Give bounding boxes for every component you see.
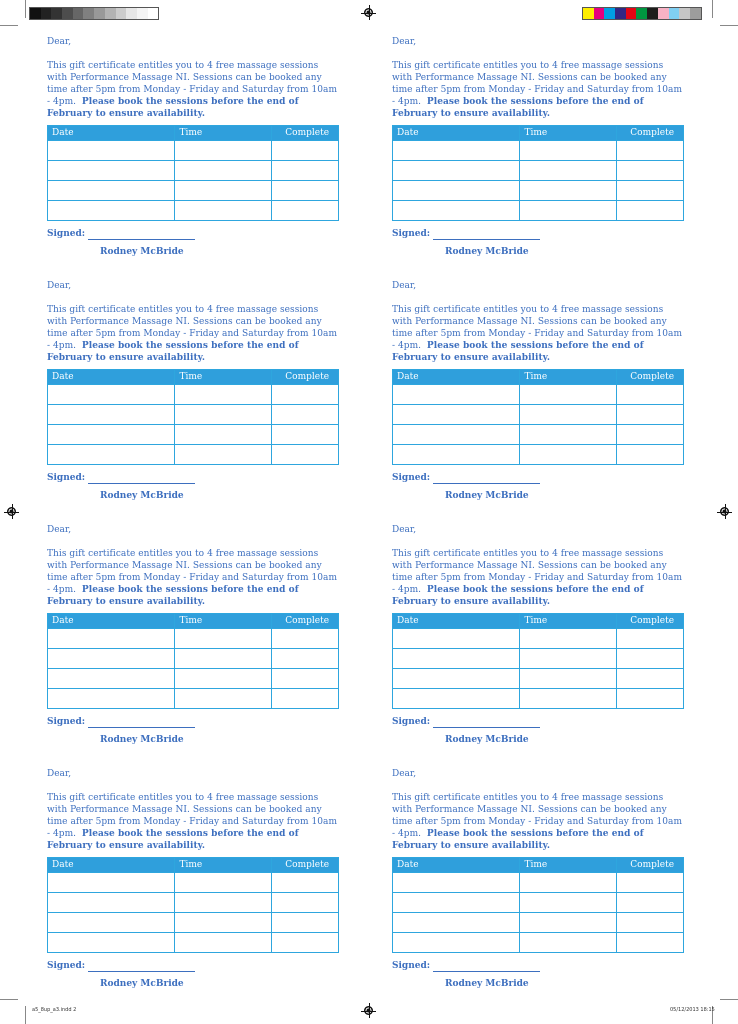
date-cell[interactable]	[48, 201, 175, 221]
table-header-row	[393, 126, 684, 141]
table-row	[48, 913, 339, 933]
complete-cell[interactable]	[272, 425, 339, 445]
column-header-date: Date	[393, 858, 520, 873]
crop-mark	[25, 0, 26, 18]
crop-mark	[712, 0, 713, 18]
gift-certificate	[47, 768, 339, 990]
date-cell[interactable]	[48, 689, 175, 709]
table-row	[48, 649, 339, 669]
signature-line	[88, 971, 195, 972]
date-cell[interactable]	[48, 161, 175, 181]
registration-mark-icon	[720, 507, 729, 516]
date-cell[interactable]	[48, 669, 175, 689]
signature-line	[88, 727, 195, 728]
color-swatch	[583, 8, 594, 19]
certificate-body	[47, 792, 339, 852]
footer-filename: a5_8up_a3.indd 2	[32, 1007, 77, 1013]
date-cell[interactable]	[48, 629, 175, 649]
gray-swatch	[83, 8, 94, 19]
table-row	[393, 425, 684, 445]
signature-line	[88, 239, 195, 240]
date-cell[interactable]	[393, 161, 520, 181]
table-row	[48, 873, 339, 893]
date-cell[interactable]	[393, 873, 520, 893]
table-row	[48, 629, 339, 649]
gray-swatch	[62, 8, 73, 19]
body-bold-text: Please book the sessions before the end of February to ensure availability.	[392, 97, 644, 119]
time-cell[interactable]	[520, 893, 617, 913]
complete-cell[interactable]	[617, 649, 684, 669]
body-text: This gift certificate entitles you to 4 free massage sessions with Performance Massage NI. Sessions can be booked any time after 5pm from Monday - Friday and Saturday from 10am - 4pm.	[392, 793, 683, 839]
greeting: Dear,	[392, 37, 417, 47]
registration-mark-icon	[364, 1006, 373, 1015]
complete-cell[interactable]	[272, 873, 339, 893]
date-cell[interactable]	[48, 385, 175, 405]
date-cell[interactable]	[393, 425, 520, 445]
date-cell[interactable]	[48, 445, 175, 465]
session-table	[392, 857, 684, 953]
session-table	[47, 613, 339, 709]
grayscale-color-bar	[29, 7, 159, 20]
date-cell[interactable]	[393, 141, 520, 161]
body-bold-text: Please book the sessions before the end of February to ensure availability.	[392, 341, 644, 363]
signed-label: Signed:	[392, 717, 431, 727]
body-bold-text: Please book the sessions before the end of February to ensure availability.	[392, 829, 644, 851]
gift-certificate	[392, 36, 684, 258]
color-swatch	[658, 8, 669, 19]
body-text: This gift certificate entitles you to 4 free massage sessions with Performance Massage NI. Sessions can be booked any time after 5pm from Monday - Friday and Saturday from 10am - 4pm.	[392, 61, 683, 107]
body-text: This gift certificate entitles you to 4 free massage sessions with Performance Massage NI. Sessions can be booked any time after 5pm from Monday - Friday and Saturday from 10am - 4pm.	[392, 305, 683, 351]
session-table	[47, 857, 339, 953]
signed-label: Signed:	[392, 961, 431, 971]
table-row	[48, 141, 339, 161]
time-cell[interactable]	[175, 385, 272, 405]
certificate-body	[392, 548, 684, 608]
date-cell[interactable]	[393, 913, 520, 933]
signer-name: Rodney McBride	[100, 735, 184, 745]
date-cell[interactable]	[48, 893, 175, 913]
time-cell[interactable]	[175, 141, 272, 161]
signature-line	[433, 239, 540, 240]
signer-name: Rodney McBride	[445, 735, 529, 745]
greeting: Dear,	[392, 769, 417, 779]
session-table	[392, 613, 684, 709]
date-cell[interactable]	[48, 425, 175, 445]
signed-label: Signed:	[47, 473, 86, 483]
session-table	[392, 125, 684, 221]
time-cell[interactable]	[520, 425, 617, 445]
time-cell[interactable]	[175, 893, 272, 913]
time-cell[interactable]	[520, 445, 617, 465]
table-header-row	[48, 370, 339, 385]
color-swatch	[604, 8, 615, 19]
gray-swatch	[73, 8, 84, 19]
time-cell[interactable]	[175, 181, 272, 201]
date-cell[interactable]	[393, 629, 520, 649]
complete-cell[interactable]	[272, 913, 339, 933]
date-cell[interactable]	[393, 405, 520, 425]
complete-cell[interactable]	[272, 893, 339, 913]
complete-cell[interactable]	[272, 201, 339, 221]
table-row	[48, 161, 339, 181]
complete-cell[interactable]	[617, 181, 684, 201]
signed-label: Signed:	[47, 961, 86, 971]
footer-timestamp: 05/12/2013 18:15	[670, 1007, 715, 1013]
session-table	[392, 369, 684, 465]
complete-cell[interactable]	[617, 893, 684, 913]
time-cell[interactable]	[520, 161, 617, 181]
table-header-row	[48, 614, 339, 629]
column-header-complete: Complete	[617, 614, 684, 629]
greeting: Dear,	[47, 769, 72, 779]
gift-certificate	[392, 280, 684, 502]
time-cell[interactable]	[175, 669, 272, 689]
greeting: Dear,	[47, 525, 72, 535]
crop-mark	[0, 999, 18, 1000]
table-row	[48, 689, 339, 709]
complete-cell[interactable]	[272, 161, 339, 181]
complete-cell[interactable]	[272, 181, 339, 201]
body-text: This gift certificate entitles you to 4 free massage sessions with Performance Massage NI. Sessions can be booked any time after 5pm from Monday - Friday and Saturday from 10am - 4pm.	[47, 305, 338, 351]
body-text: This gift certificate entitles you to 4 free massage sessions with Performance Massage NI. Sessions can be booked any time after 5pm from Monday - Friday and Saturday from 10am - 4pm.	[47, 549, 338, 595]
date-cell[interactable]	[48, 141, 175, 161]
date-cell[interactable]	[393, 893, 520, 913]
gray-swatch	[116, 8, 127, 19]
gray-swatch	[30, 8, 41, 19]
column-header-time: Time	[520, 370, 617, 385]
complete-cell[interactable]	[617, 669, 684, 689]
body-text: This gift certificate entitles you to 4 free massage sessions with Performance Massage NI. Sessions can be booked any time after 5pm from Monday - Friday and Saturday from 10am - 4pm.	[47, 793, 338, 839]
date-cell[interactable]	[393, 933, 520, 953]
greeting: Dear,	[392, 281, 417, 291]
time-cell[interactable]	[520, 201, 617, 221]
column-header-time: Time	[175, 370, 272, 385]
table-row	[393, 669, 684, 689]
column-header-date: Date	[393, 614, 520, 629]
color-swatch	[647, 8, 658, 19]
signer-name: Rodney McBride	[445, 247, 529, 257]
table-row	[393, 201, 684, 221]
gray-swatch	[41, 8, 52, 19]
session-table	[47, 369, 339, 465]
time-cell[interactable]	[520, 629, 617, 649]
complete-cell[interactable]	[272, 933, 339, 953]
column-header-time: Time	[175, 614, 272, 629]
complete-cell[interactable]	[617, 405, 684, 425]
column-header-time: Time	[175, 126, 272, 141]
column-header-complete: Complete	[617, 858, 684, 873]
crop-mark	[0, 25, 18, 26]
table-row	[48, 201, 339, 221]
crop-mark	[720, 999, 738, 1000]
color-swatch	[669, 8, 680, 19]
table-row	[48, 669, 339, 689]
gray-swatch	[148, 8, 159, 19]
column-header-date: Date	[48, 126, 175, 141]
time-cell[interactable]	[175, 425, 272, 445]
time-cell[interactable]	[520, 181, 617, 201]
color-swatch	[690, 8, 701, 19]
registration-mark-icon	[7, 507, 16, 516]
table-row	[393, 873, 684, 893]
date-cell[interactable]	[393, 649, 520, 669]
signer-name: Rodney McBride	[445, 979, 529, 989]
time-cell[interactable]	[175, 649, 272, 669]
time-cell[interactable]	[520, 913, 617, 933]
time-cell[interactable]	[520, 873, 617, 893]
table-header-row	[393, 614, 684, 629]
table-row	[393, 649, 684, 669]
greeting: Dear,	[47, 37, 72, 47]
crop-mark	[720, 25, 738, 26]
date-cell[interactable]	[393, 181, 520, 201]
signature-line	[433, 971, 540, 972]
complete-cell[interactable]	[272, 445, 339, 465]
complete-cell[interactable]	[617, 933, 684, 953]
date-cell[interactable]	[48, 181, 175, 201]
complete-cell[interactable]	[617, 385, 684, 405]
color-swatch	[594, 8, 605, 19]
table-header-row	[48, 858, 339, 873]
body-bold-text: Please book the sessions before the end of February to ensure availability.	[47, 829, 299, 851]
date-cell[interactable]	[393, 669, 520, 689]
column-header-date: Date	[48, 858, 175, 873]
signature-line	[433, 727, 540, 728]
table-row	[393, 689, 684, 709]
signer-name: Rodney McBride	[100, 247, 184, 257]
gray-swatch	[137, 8, 148, 19]
date-cell[interactable]	[48, 405, 175, 425]
time-cell[interactable]	[520, 669, 617, 689]
time-cell[interactable]	[175, 405, 272, 425]
complete-cell[interactable]	[617, 161, 684, 181]
time-cell[interactable]	[520, 689, 617, 709]
session-table	[47, 125, 339, 221]
date-cell[interactable]	[48, 649, 175, 669]
signature-line	[433, 483, 540, 484]
table-row	[48, 425, 339, 445]
greeting: Dear,	[47, 281, 72, 291]
column-header-complete: Complete	[272, 370, 339, 385]
table-row	[393, 933, 684, 953]
time-cell[interactable]	[175, 873, 272, 893]
date-cell[interactable]	[393, 689, 520, 709]
table-row	[48, 405, 339, 425]
signer-name: Rodney McBride	[100, 491, 184, 501]
body-text: This gift certificate entitles you to 4 free massage sessions with Performance Massage NI. Sessions can be booked any time after 5pm from Monday - Friday and Saturday from 10am - 4pm.	[392, 549, 683, 595]
table-row	[393, 913, 684, 933]
column-header-time: Time	[520, 614, 617, 629]
column-header-date: Date	[393, 370, 520, 385]
complete-cell[interactable]	[617, 141, 684, 161]
time-cell[interactable]	[520, 649, 617, 669]
gift-certificate	[47, 524, 339, 746]
table-header-row	[393, 858, 684, 873]
column-header-complete: Complete	[272, 126, 339, 141]
complete-cell[interactable]	[272, 689, 339, 709]
table-row	[393, 385, 684, 405]
complete-cell[interactable]	[272, 629, 339, 649]
date-cell[interactable]	[393, 385, 520, 405]
complete-cell[interactable]	[272, 385, 339, 405]
signed-label: Signed:	[392, 473, 431, 483]
table-row	[48, 181, 339, 201]
gray-swatch	[94, 8, 105, 19]
date-cell[interactable]	[393, 445, 520, 465]
gray-swatch	[126, 8, 137, 19]
column-header-time: Time	[175, 858, 272, 873]
certificate-body	[47, 548, 339, 608]
table-row	[393, 893, 684, 913]
table-row	[393, 161, 684, 181]
complete-cell[interactable]	[617, 445, 684, 465]
column-header-complete: Complete	[617, 370, 684, 385]
certificate-body	[392, 304, 684, 364]
column-header-complete: Complete	[272, 858, 339, 873]
body-bold-text: Please book the sessions before the end of February to ensure availability.	[47, 585, 299, 607]
signed-label: Signed:	[392, 229, 431, 239]
certificate-body	[392, 60, 684, 120]
gray-swatch	[51, 8, 62, 19]
time-cell[interactable]	[175, 629, 272, 649]
complete-cell[interactable]	[272, 669, 339, 689]
table-row	[48, 385, 339, 405]
column-header-complete: Complete	[617, 126, 684, 141]
color-swatch	[615, 8, 626, 19]
time-cell[interactable]	[175, 161, 272, 181]
signer-name: Rodney McBride	[445, 491, 529, 501]
complete-cell[interactable]	[272, 141, 339, 161]
signed-label: Signed:	[47, 229, 86, 239]
body-bold-text: Please book the sessions before the end of February to ensure availability.	[47, 97, 299, 119]
gift-certificate	[392, 524, 684, 746]
complete-cell[interactable]	[272, 649, 339, 669]
table-row	[393, 181, 684, 201]
column-header-date: Date	[48, 370, 175, 385]
body-bold-text: Please book the sessions before the end of February to ensure availability.	[47, 341, 299, 363]
gray-swatch	[105, 8, 116, 19]
complete-cell[interactable]	[617, 201, 684, 221]
certificate-body	[47, 60, 339, 120]
color-swatch	[679, 8, 690, 19]
date-cell[interactable]	[48, 873, 175, 893]
complete-cell[interactable]	[617, 629, 684, 649]
column-header-time: Time	[520, 858, 617, 873]
complete-cell[interactable]	[272, 405, 339, 425]
time-cell[interactable]	[175, 201, 272, 221]
date-cell[interactable]	[48, 913, 175, 933]
table-row	[393, 445, 684, 465]
time-cell[interactable]	[175, 689, 272, 709]
time-cell[interactable]	[520, 405, 617, 425]
table-row	[393, 405, 684, 425]
table-header-row	[48, 126, 339, 141]
time-cell[interactable]	[520, 933, 617, 953]
table-row	[393, 141, 684, 161]
time-cell[interactable]	[520, 385, 617, 405]
time-cell[interactable]	[175, 933, 272, 953]
complete-cell[interactable]	[617, 689, 684, 709]
time-cell[interactable]	[175, 913, 272, 933]
column-header-complete: Complete	[272, 614, 339, 629]
date-cell[interactable]	[393, 201, 520, 221]
process-color-bar	[582, 7, 702, 20]
complete-cell[interactable]	[617, 913, 684, 933]
time-cell[interactable]	[520, 141, 617, 161]
table-row	[48, 893, 339, 913]
gift-certificate	[47, 280, 339, 502]
color-swatch	[636, 8, 647, 19]
crop-mark	[25, 1006, 26, 1024]
signer-name: Rodney McBride	[100, 979, 184, 989]
table-row	[48, 933, 339, 953]
column-header-time: Time	[520, 126, 617, 141]
body-bold-text: Please book the sessions before the end of February to ensure availability.	[392, 585, 644, 607]
certificate-body	[392, 792, 684, 852]
body-text: This gift certificate entitles you to 4 free massage sessions with Performance Massage NI. Sessions can be booked any time after 5pm from Monday - Friday and Saturday from 10am - 4pm.	[47, 61, 338, 107]
column-header-date: Date	[393, 126, 520, 141]
complete-cell[interactable]	[617, 873, 684, 893]
table-header-row	[393, 370, 684, 385]
registration-mark-icon	[364, 8, 373, 17]
certificate-body	[47, 304, 339, 364]
signed-label: Signed:	[47, 717, 86, 727]
time-cell[interactable]	[175, 445, 272, 465]
table-row	[393, 629, 684, 649]
gift-certificate	[47, 36, 339, 258]
column-header-date: Date	[48, 614, 175, 629]
greeting: Dear,	[392, 525, 417, 535]
signature-line	[88, 483, 195, 484]
date-cell[interactable]	[48, 933, 175, 953]
table-row	[48, 445, 339, 465]
gift-certificate	[392, 768, 684, 990]
complete-cell[interactable]	[617, 425, 684, 445]
color-swatch	[626, 8, 637, 19]
